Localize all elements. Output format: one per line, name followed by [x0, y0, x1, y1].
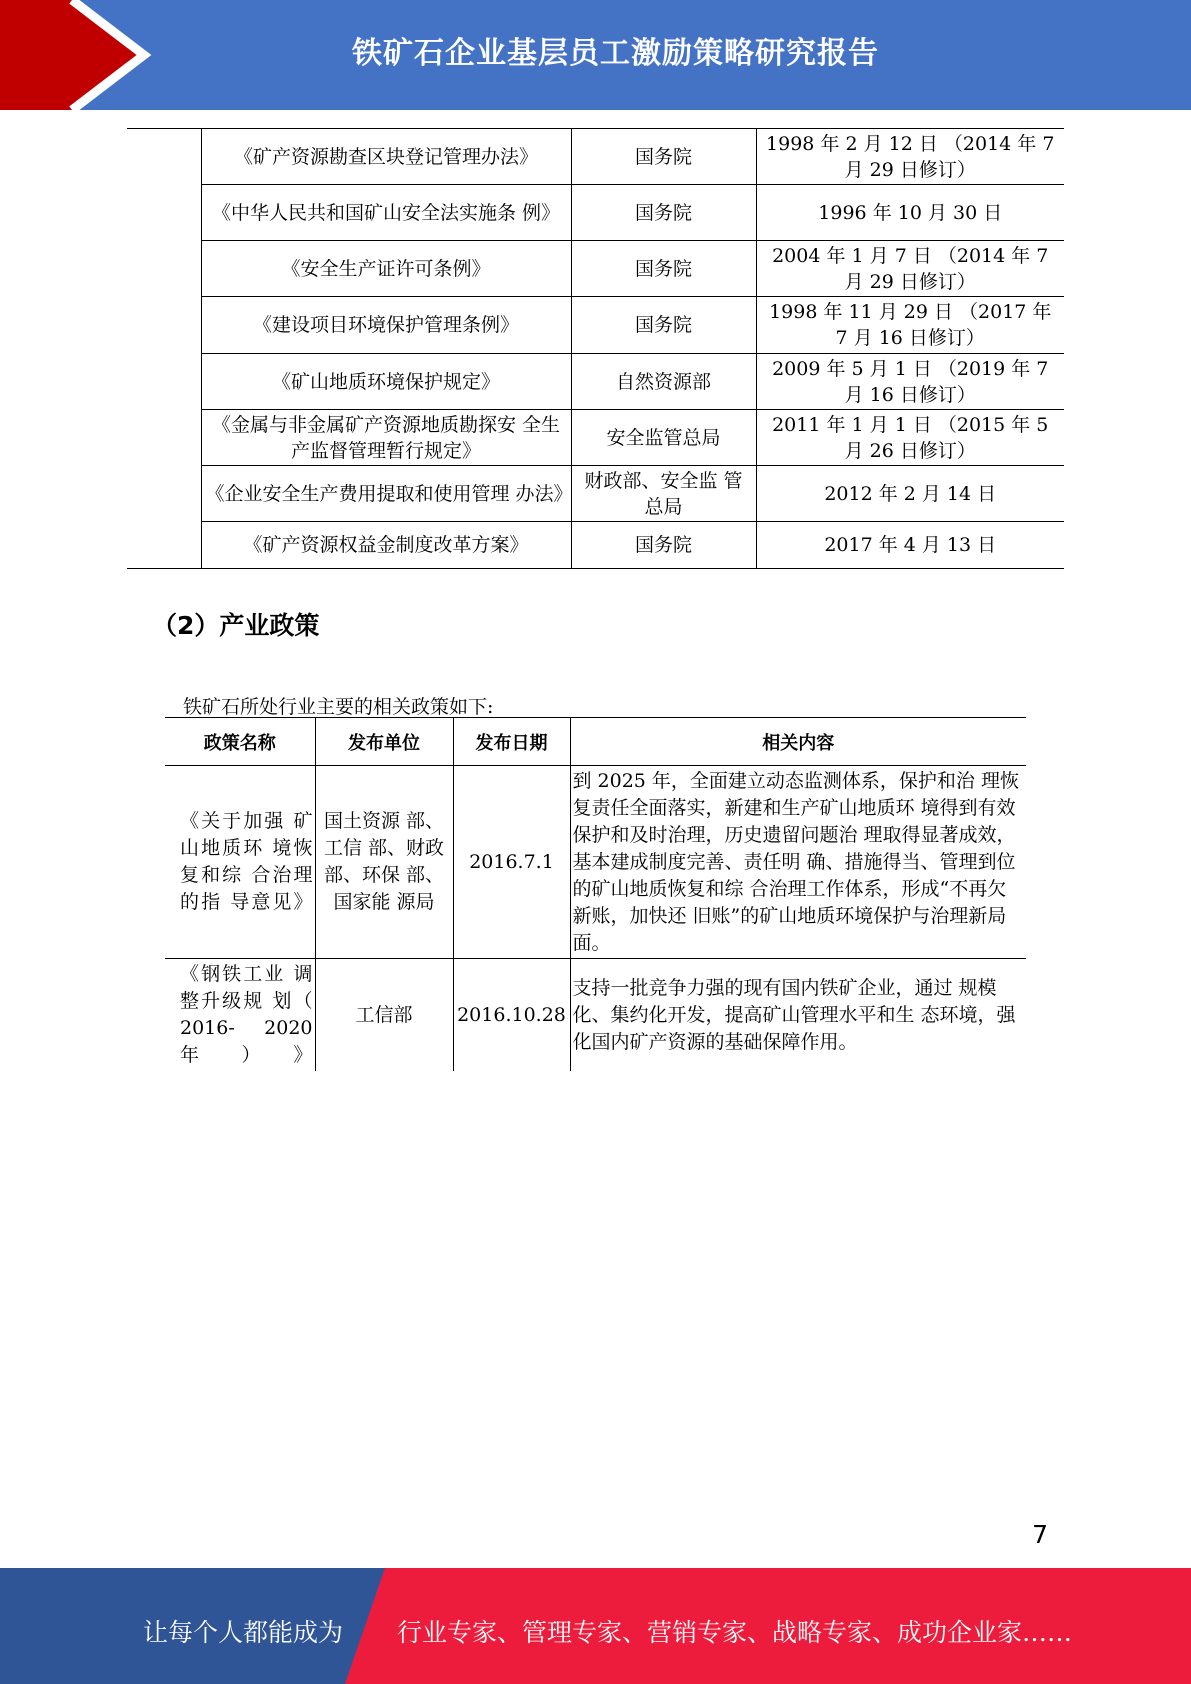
regulation-date: 2011 年 1 月 1 日 （2015 年 5 月 26 日修订）	[756, 410, 1064, 466]
regulation-name: 《企业安全生产费用提取和使用管理 办法》	[201, 466, 571, 522]
policy-issuer: 国土资源 部、工信 部、财政 部、环保 部、国家能 源局	[315, 766, 453, 959]
section-heading: （2）产业政策	[152, 611, 320, 640]
regulation-date: 2004 年 1 月 7 日 （2014 年 7 月 29 日修订）	[756, 241, 1064, 297]
regulation-issuer: 自然资源部	[571, 354, 756, 410]
policy-table	[165, 717, 1026, 1071]
regulation-name: 《安全生产证许可条例》	[201, 241, 571, 297]
footer-slogan-right: 行业专家、管理专家、营销专家、战略专家、成功企业家……	[397, 1618, 1073, 1647]
table-row	[127, 241, 1064, 297]
policy-date: 2016.7.1	[453, 766, 570, 959]
regulation-issuer: 国务院	[571, 129, 756, 185]
policy-date: 2016.10.28	[453, 959, 570, 1072]
blank-cell	[127, 129, 201, 569]
regulation-name: 《矿产资源权益金制度改革方案》	[201, 522, 571, 569]
regulation-date: 1996 年 10 月 30 日	[756, 185, 1064, 241]
regulation-date: 2017 年 4 月 13 日	[756, 522, 1064, 569]
table-row	[127, 354, 1064, 410]
policy-issuer: 工信部	[315, 959, 453, 1072]
regulation-date: 2012 年 2 月 14 日	[756, 466, 1064, 522]
regulation-issuer: 国务院	[571, 297, 756, 354]
regulation-date: 1998 年 11 月 29 日 （2017 年 7 月 16 日修订）	[756, 297, 1064, 354]
table-row	[127, 185, 1064, 241]
policy-name: 《钢铁工业 调整升级规 划（ 2016- 2020 年）》	[180, 963, 313, 1066]
table-row	[165, 959, 1026, 1072]
regulation-issuer: 安全监管总局	[571, 410, 756, 466]
policy-content: 到 2025 年，全面建立动态监测体系，保护和治 理恢复责任全面落实，新建和生产矿山地质环 境得到有效保护和及时治理，历史遗留问题治 理取得显著成效，基本建成制度完善、责任明 确、措施得当、管理到位的矿山地质恢复和综 合治理工作体系，形成“不再欠新账，加快还 旧账”的矿山地质环境保护与治理新局面。	[570, 766, 1026, 959]
table-row	[165, 766, 1026, 959]
regulation-name: 《矿产资源勘查区块登记管理办法》	[201, 129, 571, 185]
regulations-table	[127, 128, 1064, 569]
table-row	[127, 297, 1064, 354]
regulation-issuer: 国务院	[571, 241, 756, 297]
column-header-content: 相关内容	[570, 718, 1026, 766]
report-title: 铁矿石企业基层员工激励策略研究报告	[352, 36, 879, 71]
column-header-issuer: 发布单位	[315, 718, 453, 766]
policy-name: 《关于加强 矿山地质环 境恢复和综 合治理的指 导意见》	[165, 766, 315, 959]
column-header-policy-name: 政策名称	[165, 718, 315, 766]
regulation-date: 1998 年 2 月 12 日 （2014 年 7 月 29 日修订）	[756, 129, 1064, 185]
regulation-issuer: 国务院	[571, 185, 756, 241]
policy-content: 支持一批竞争力强的现有国内铁矿企业，通过 规模化、集约化开发，提高矿山管理水平和生 态环境，强化国内矿产资源的基础保障作用。	[570, 959, 1026, 1072]
page-number: 7	[1032, 1520, 1048, 1549]
table-row	[127, 522, 1064, 569]
regulation-name: 《建设项目环境保护管理条例》	[201, 297, 571, 354]
table-row	[127, 466, 1064, 522]
regulation-issuer: 国务院	[571, 522, 756, 569]
table-row	[127, 129, 1064, 185]
column-header-date: 发布日期	[453, 718, 570, 766]
regulation-name: 《矿山地质环境保护规定》	[201, 354, 571, 410]
footer-slogan-left: 让每个人都能成为	[143, 1618, 344, 1647]
section-intro: 铁矿石所处行业主要的相关政策如下:	[183, 696, 494, 718]
regulation-issuer: 财政部、安全监 管总局	[571, 466, 756, 522]
page-header	[0, 0, 1191, 110]
regulation-date: 2009 年 5 月 1 日 （2019 年 7 月 16 日修订）	[756, 354, 1064, 410]
regulation-name: 《中华人民共和国矿山安全法实施条 例》	[201, 185, 571, 241]
table-row	[127, 410, 1064, 466]
regulation-name: 《金属与非金属矿产资源地质勘探安 全生产监督管理暂行规定》	[201, 410, 571, 466]
